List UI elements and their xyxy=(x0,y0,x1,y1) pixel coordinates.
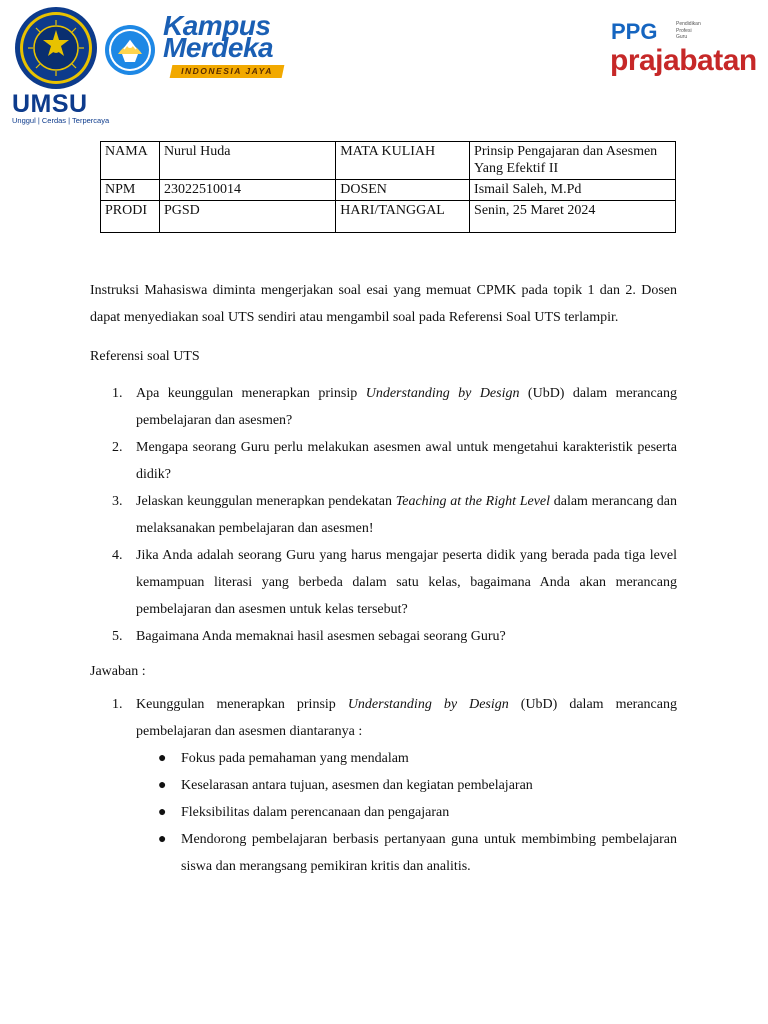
bullet-icon: ● xyxy=(158,751,167,766)
bullet-icon: ● xyxy=(158,778,167,793)
ppg-prajabatan-logo xyxy=(610,18,760,88)
table-cell: Nurul Huda xyxy=(159,142,335,180)
list-item: 1. Apa keunggulan menerapkan prinsip Understanding by Design (UbD) dalam merancang pembelajaran dan asesmen? xyxy=(112,386,677,428)
umsu-wordmark: UMSU xyxy=(12,90,88,118)
answer-title: Jawaban : xyxy=(90,664,146,679)
kampus-merdeka-logo xyxy=(163,12,287,82)
ppg-side-text xyxy=(676,21,701,41)
bullet-item: ● Fleksibilitas dalam perencanaan dan pengajaran xyxy=(90,799,677,826)
list-item: 4. Jika Anda adalah seorang Guru yang harus mengajar peserta didik yang berada pada tiga level kemampuan literasi yang berbeda dalam satu kelas, bagaimana Anda akan merancang pembelajaran dan asesmen untuk kelas tersebut? xyxy=(112,548,677,617)
umsu-logo xyxy=(10,6,110,125)
table-cell: MATA KULIAH xyxy=(336,142,470,180)
document-body xyxy=(90,277,677,880)
indonesia-jaya-text: INDONESIA JAYA xyxy=(181,66,273,76)
table-cell: Prinsip Pengajaran dan Asesmen Yang Efektif II xyxy=(470,142,676,180)
bullet-icon: ● xyxy=(158,805,167,820)
kampus-merdeka-line2: Merdeka xyxy=(163,32,274,63)
kampus-merdeka-line1: Kampus xyxy=(163,10,271,41)
table-cell: PGSD xyxy=(159,201,335,233)
table-cell: Ismail Saleh, M.Pd xyxy=(470,180,676,201)
table-cell: NPM xyxy=(101,180,160,201)
list-item: 2. Mengapa seorang Guru perlu melakukan asesmen awal untuk mengetahui karakteristik peserta didik? xyxy=(112,440,677,482)
tut-wuri-handayani-logo-icon xyxy=(104,24,156,76)
umsu-seal-icon xyxy=(14,6,98,90)
table-cell: Senin, 25 Maret 2024 xyxy=(470,201,676,233)
table-cell: HARI/TANGGAL xyxy=(336,201,470,233)
bullet-item: ● Mendorong pembelajaran berbasis pertanyaan guna untuk membimbing pembelajaran siswa dan merangsang pemikiran kritis dan analitis. xyxy=(90,826,677,880)
ppg-side-line-3: Guru xyxy=(676,34,688,40)
table-cell: NAMA xyxy=(101,142,160,180)
answer-list xyxy=(90,691,677,745)
table-cell: PRODI xyxy=(101,201,160,233)
table-cell: DOSEN xyxy=(336,180,470,201)
table-row xyxy=(101,180,676,201)
ppg-short: PPG xyxy=(611,19,658,44)
list-item: 1. Keunggulan menerapkan prinsip Understanding by Design (UbD) dalam merancang pembelajaran dan asesmen diantaranya : xyxy=(112,697,677,739)
ppg-name: prajabatan xyxy=(610,44,757,77)
list-item: 5. Bagaimana Anda memaknai hasil asesmen sebagai seorang Guru? xyxy=(112,629,506,644)
list-item: 3. Jelaskan keunggulan menerapkan pendekatan Teaching at the Right Level dalam merancang dan melaksanakan pembelajaran dan asesmen! xyxy=(112,494,677,536)
table-cell: 23022510014 xyxy=(159,180,335,201)
answer-bullet-list xyxy=(90,745,677,880)
page-header xyxy=(0,0,768,130)
bullet-item: ● Fokus pada pemahaman yang mendalam xyxy=(90,745,677,772)
bullet-icon: ● xyxy=(158,832,167,847)
instruction-paragraph: Instruksi Mahasiswa diminta mengerjakan soal esai yang memuat CPMK pada topik 1 dan 2. Dosen dapat menyediakan soal UTS sendiri atau mengambil soal pada Referensi Soal UTS terlampir. xyxy=(90,283,677,325)
indonesia-jaya-band xyxy=(170,65,285,78)
table-row xyxy=(101,142,676,180)
bullet-item: ● Keselarasan antara tujuan, asesmen dan kegiatan pembelajaran xyxy=(90,772,677,799)
table-row xyxy=(101,201,676,233)
umsu-tagline: Unggul | Cerdas | Terpercaya xyxy=(12,116,110,125)
student-info-table xyxy=(100,141,676,233)
question-list xyxy=(90,380,677,650)
ppg-side-line-1: Pendidikan xyxy=(676,21,701,27)
ppg-side-line-2: Profesi xyxy=(676,27,692,34)
reference-title: Referensi soal UTS xyxy=(90,349,200,364)
